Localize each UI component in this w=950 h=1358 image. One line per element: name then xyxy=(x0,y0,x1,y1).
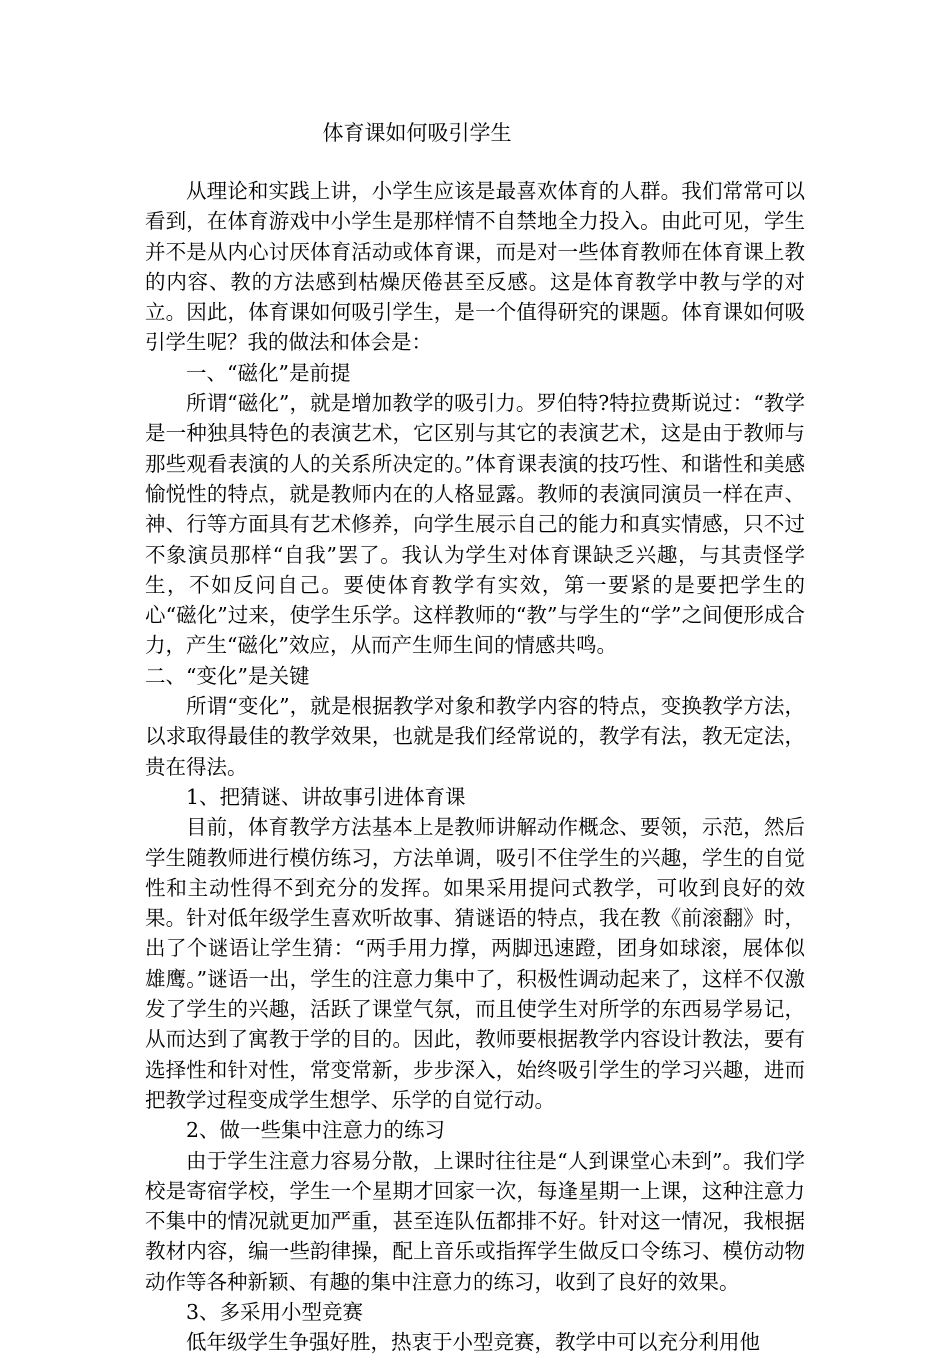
document-body xyxy=(145,176,805,1358)
document-title: 体育课如何吸引学生 xyxy=(322,121,512,145)
section-heading-change: 二、“变化”是关键 xyxy=(145,663,310,688)
riddles-paragraph: 目前，体育教学方法基本上是教师讲解动作概念、要领，示范，然后学生随教师进行模仿练习，方法单调，吸引不住学生的兴趣，学生的自觉性和主动性得不到充分的发挥。如果采用提问式教学，可收到良好的效果。针对低年级学生喜欢听故事、猜谜语的特点，我在教《前滚翻》时，出了个谜语让学生猜：“两手用力撑，两脚迅速蹬，团身如球滚，展体似雄鹰。”谜语一出，学生的注意力集中了，积极性调动起来了，这样不仅激发了学生的兴趣，活跃了课堂气氛，而且使学生对所学的东西易学易记，从而达到了寓教于学的目的。因此，教师要根据教学内容设计教法，要有选择性和针对性，常变常新，步步深入，始终吸引学生的学习兴趣，进而把教学过程变成学生想学、乐学的自觉行动。 xyxy=(145,815,805,1112)
attention-paragraph: 由于学生注意力容易分散，上课时往往是“人到课堂心未到”。我们学校是寄宿学校，学生一个星期才回家一次，每逢星期一上课，这种注意力不集中的情况就更加严重，甚至连队伍都排不好。针对这一情况，我根据教材内容，编一些韵律操，配上音乐或指挥学生做反口令练习、模仿动物动作等各种新颖、有趣的集中注意力的练习，收到了良好的效果。 xyxy=(145,1148,805,1294)
intro-paragraph: 从理论和实践上讲，小学生应该是最喜欢体育的人群。我们常常可以看到，在体育游戏中小学生是那样情不自禁地全力投入。由此可见，学生并不是从内心讨厌体育活动或体育课，而是对一些体育教师在体育课上教的内容、教的方法感到枯燥厌倦甚至反感。这是体育教学中教与学的对立。因此，体育课如何吸引学生，是一个值得研究的课题。体育课如何吸引学生呢？我的做法和体会是： xyxy=(145,179,805,355)
section-heading-magnetize: 一、“磁化”是前提 xyxy=(186,360,351,385)
subheading-riddles: 1、把猜谜、讲故事引进体育课 xyxy=(186,784,466,809)
subheading-competitions: 3、多采用小型竞赛 xyxy=(186,1299,364,1324)
subheading-attention: 2、做一些集中注意力的练习 xyxy=(186,1118,446,1143)
magnetize-paragraph: 所谓“磁化”，就是增加教学的吸引力。罗伯特?特拉费斯说过：“教学是一种独具特色的表演艺术，它区别与其它的表演艺术，这是由于教师与那些观看表演的人的关系所决定的。”体育课表演的技巧性、和谐性和美感愉悦性的特点，就是教师内在的人格显露。教师的表演同演员一样在声、神、行等方面具有艺术修养，向学生展示自己的能力和真实情感，只不过不象演员那样“自我”罢了。我认为学生对体育课缺乏兴趣，与其责怪学生，不如反问自己。要使体育教学有实效，第一要紧的是要把学生的心“磁化”过来，使学生乐学。这样教师的“教”与学生的“学”之间便形成合力，产生“磁化”效应，从而产生师生间的情感共鸣。 xyxy=(145,391,805,658)
change-paragraph: 所谓“变化”，就是根据教学对象和教学内容的特点，变换教学方法，以求取得最佳的教学效果，也就是我们经常说的，教学有法，教无定法，贵在得法。 xyxy=(145,694,805,779)
competitions-paragraph: 低年级学生争强好胜，热衷于小型竞赛，教学中可以充分利用他 xyxy=(186,1330,760,1355)
